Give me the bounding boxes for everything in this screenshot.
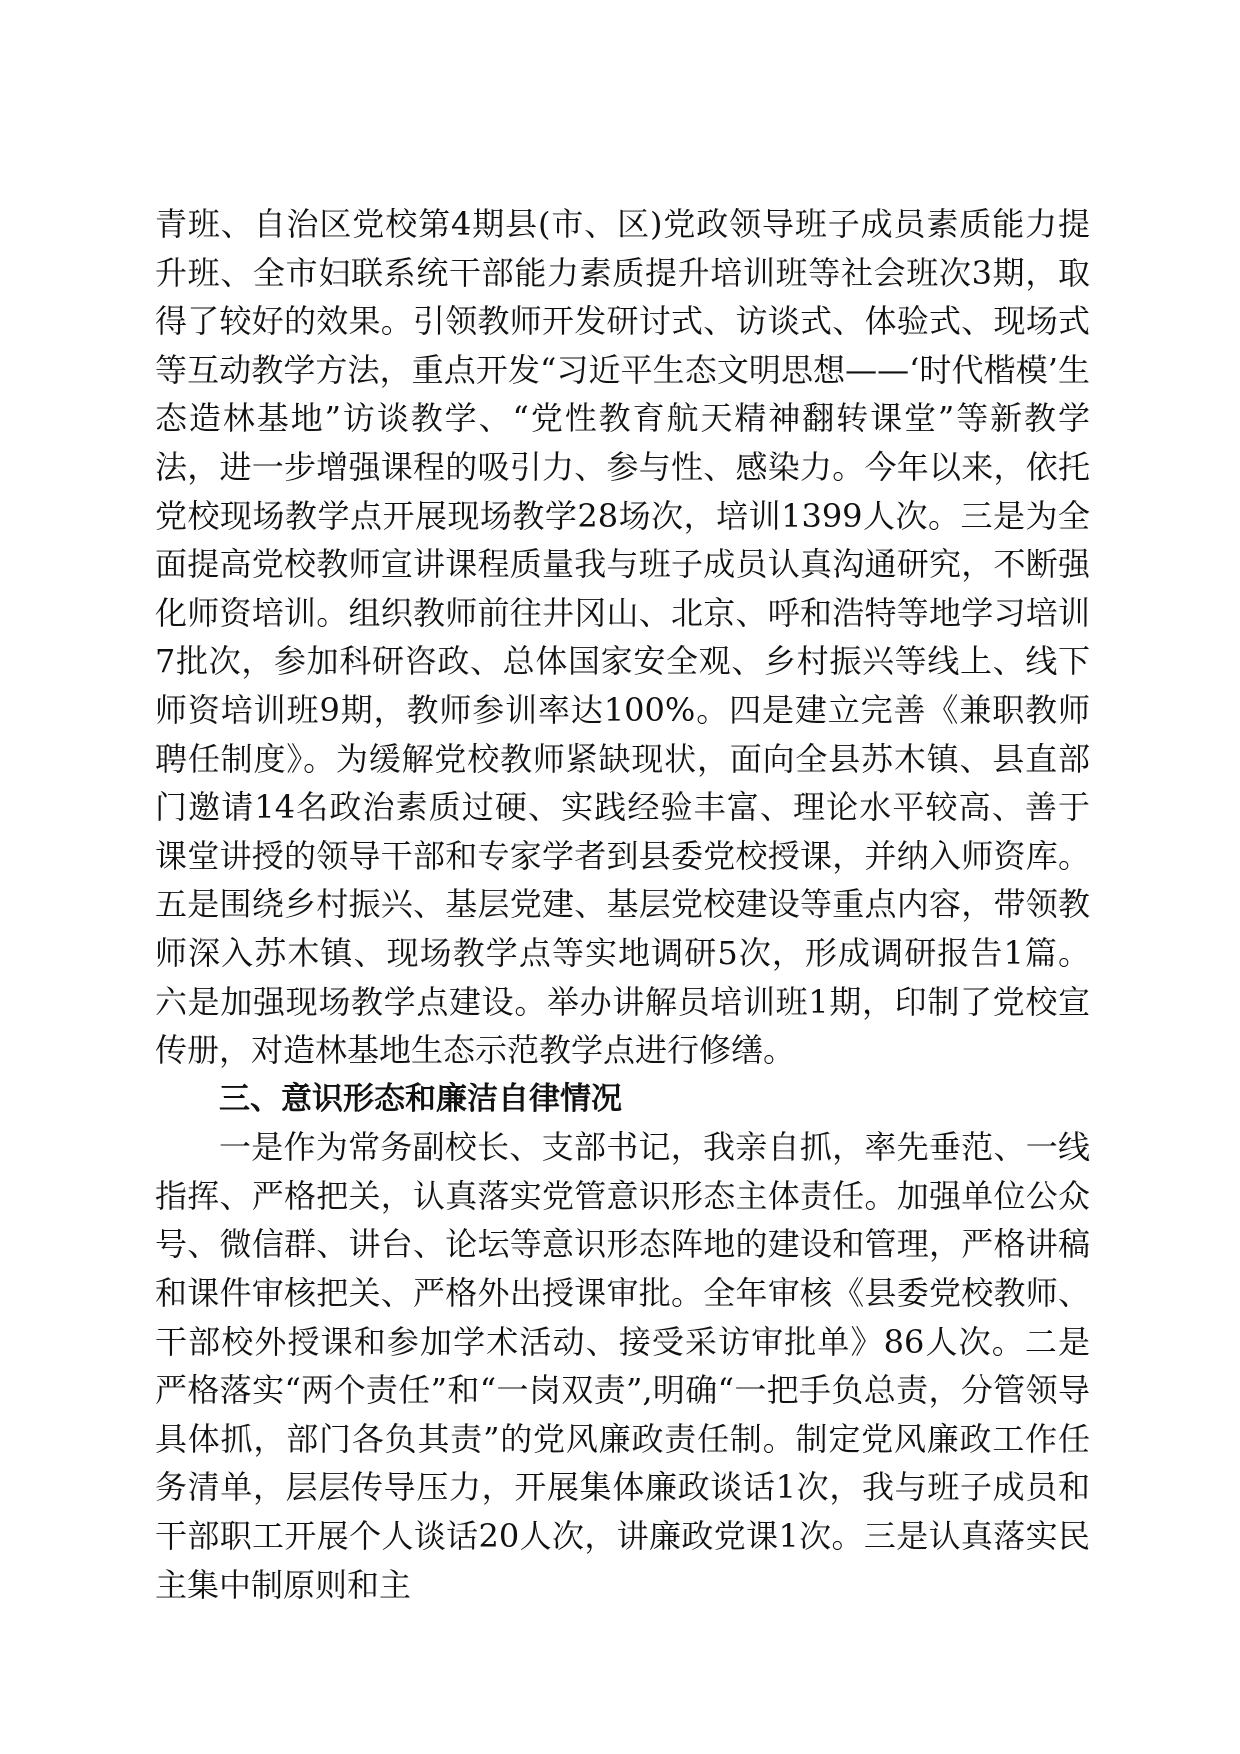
section-heading: 三、意识形态和廉洁自律情况 xyxy=(219,1080,622,1117)
body-paragraph-continued: 青班、自治区党校第4期县(市、区)党政领导班子成员素质能力提升班、全市妇联系统干部能力素质提升培训班等社会班次3期，取得了较好的效果。引领教师开发研讨式、访谈式、体验式、现场式等互动教学方法，重点开发“习近平生态文明思想——‘时代楷模’生态造林基地”访谈教学、“党性教育航天精神翻转课堂”等新教学法，进一步增强课程的吸引力、参与性、感染力。今年以来，依托党校现场教学点开展现场教学28场次，培训1399人次。三是为全面提高党校教师宣讲课程质量我与班子成员认真沟通研究，不断强化师资培训。组织教师前往井冈山、北京、呼和浩特等地学习培训7批次，参加科研咨政、总体国家安全观、乡村振兴等线上、线下师资培训班9期，教师参训率达100%。四是建立完善《兼职教师聘任制度》。为缓解党校教师紧缺现状，面向全县苏木镇、县直部门邀请14名政治素质过硬、实践经验丰富、理论水平较高、善于课堂讲授的领导干部和专家学者到县委党校授课，并纳入师资库。五是围绕乡村振兴、基层党建、基层党校建设等重点内容，带领教师深入苏木镇、现场教学点等实地调研5次，形成调研报告1篇。六是加强现场教学点建设。举办讲解员培训班1期，印制了党校宣传册，对造林基地生态示范教学点进行修缮。 xyxy=(155,205,1090,1070)
document-body xyxy=(155,200,1090,1609)
body-paragraph-section3: 一是作为常务副校长、支部书记，我亲自抓，率先垂范、一线指挥、严格把关，认真落实党管意识形态主体责任。加强单位公众号、微信群、讲台、论坛等意识形态阵地的建设和管理，严格讲稿和课件审核把关、严格外出授课审批。全年审核《县委党校教师、干部校外授课和参加学术活动、接受采访审批单》86人次。二是严格落实“两个责任”和“一岗双责”,明确“一把手负总责，分管领导具体抓，部门各负其责”的党风廉政责任制。制定党风廉政工作任务清单，层层传导压力，开展集体廉政谈话1次，我与班子成员和干部职工开展个人谈话20人次，讲廉政党课1次。三是认真落实民主集中制原则和主 xyxy=(155,1128,1090,1604)
